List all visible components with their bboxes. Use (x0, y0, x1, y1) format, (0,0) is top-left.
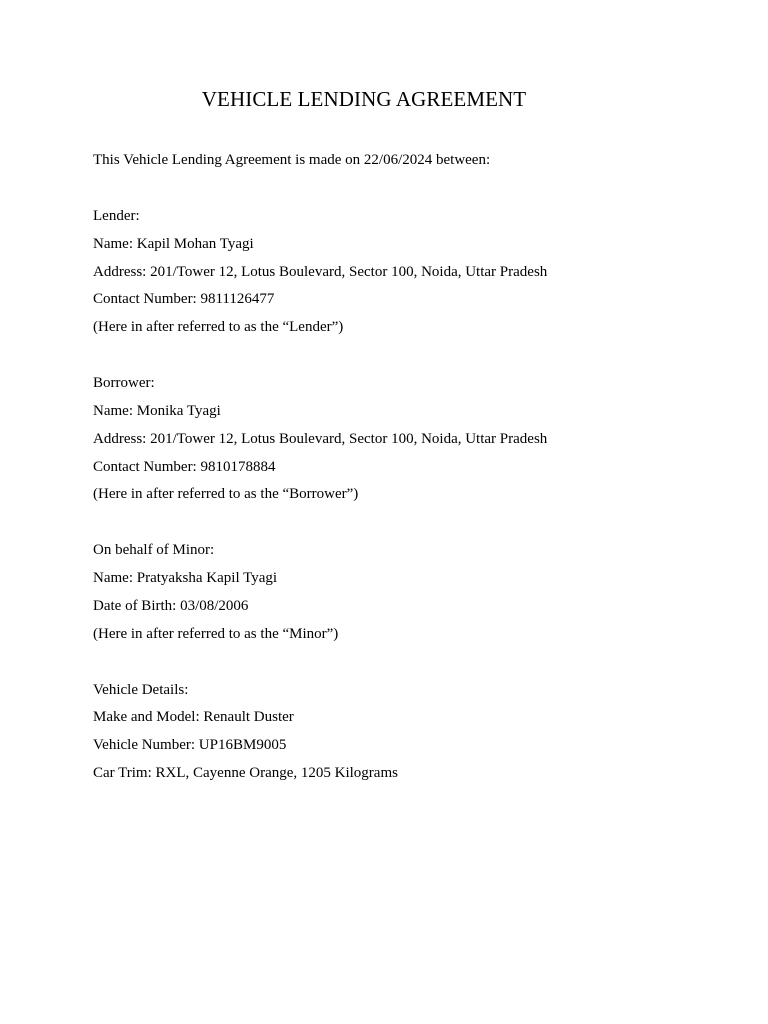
lender-name: Name: Kapil Mohan Tyagi (93, 236, 254, 252)
lender-contact: Contact Number: 9811126477 (93, 291, 275, 307)
minor-name: Name: Pratyaksha Kapil Tyagi (93, 570, 278, 586)
minor-referred: (Here in after referred to as the “Minor”) (93, 626, 339, 642)
intro-text: This Vehicle Lending Agreement is made on 22/06/2024 between: (93, 152, 491, 168)
lender-referred: (Here in after referred to as the “Lender”) (93, 319, 344, 335)
borrower-heading: Borrower: (93, 375, 155, 391)
minor-dob: Date of Birth: 03/08/2006 (93, 598, 249, 614)
borrower-referred: (Here in after referred to as the “Borrower”) (93, 486, 359, 502)
vehicle-trim: Car Trim: RXL, Cayenne Orange, 1205 Kilograms (93, 765, 398, 781)
borrower-contact: Contact Number: 9810178884 (93, 459, 276, 475)
borrower-address: Address: 201/Tower 12, Lotus Boulevard, Sector 100, Noida, Uttar Pradesh (93, 431, 548, 447)
lender-heading: Lender: (93, 208, 140, 224)
vehicle-make-model: Make and Model: Renault Duster (93, 709, 294, 725)
vehicle-number: Vehicle Number: UP16BM9005 (93, 737, 287, 753)
minor-heading: On behalf of Minor: (93, 542, 215, 558)
lender-address: Address: 201/Tower 12, Lotus Boulevard, Sector 100, Noida, Uttar Pradesh (93, 264, 548, 280)
borrower-name: Name: Monika Tyagi (93, 403, 221, 419)
vehicle-heading: Vehicle Details: (93, 682, 189, 698)
document-title: VEHICLE LENDING AGREEMENT (201, 87, 527, 111)
